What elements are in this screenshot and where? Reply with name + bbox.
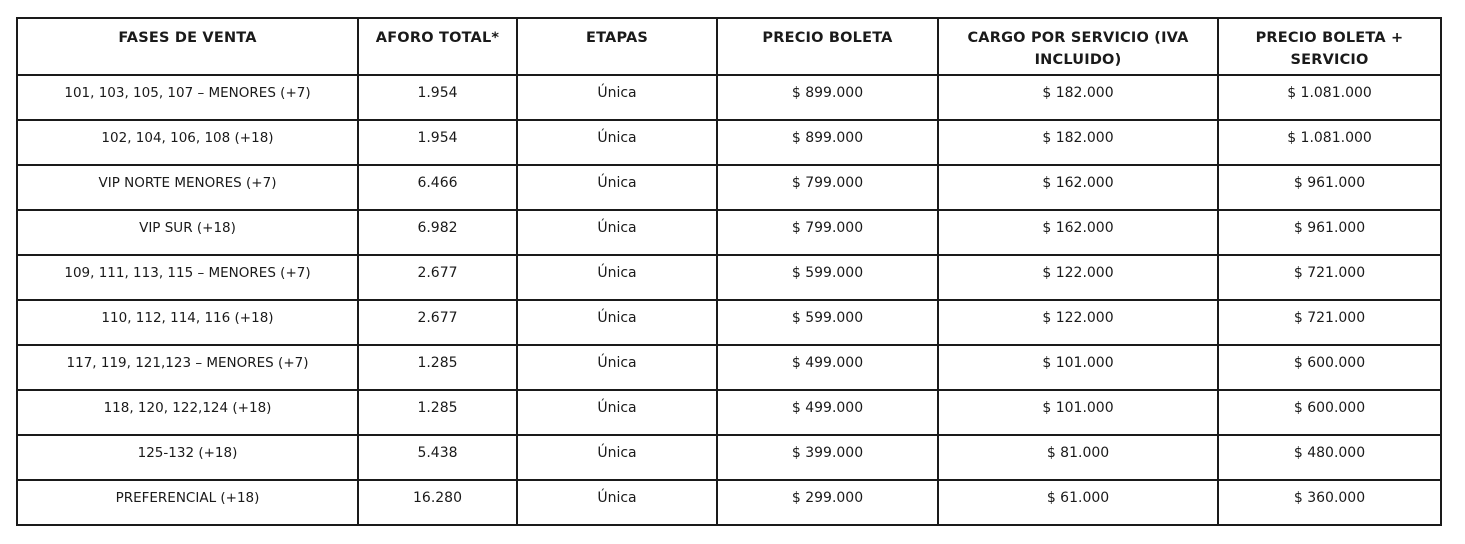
ticket-price-cell: $ 899.000 [717, 75, 938, 120]
capacity-cell: 6.982 [358, 210, 517, 255]
ticket-price-cell: $ 899.000 [717, 120, 938, 165]
ticket-price-cell: $ 599.000 [717, 300, 938, 345]
ticket-price-cell: $ 299.000 [717, 480, 938, 525]
stage-cell: Única [517, 165, 717, 210]
table-row [17, 390, 1441, 435]
table-row [17, 210, 1441, 255]
total-price-cell: $ 360.000 [1218, 480, 1441, 525]
service-charge-cell: $ 101.000 [938, 345, 1218, 390]
sales-phase-cell: PREFERENCIAL (+18) [17, 480, 358, 525]
header-ticket-price: PRECIO BOLETA [717, 18, 938, 75]
stage-cell: Única [517, 435, 717, 480]
total-price-cell: $ 600.000 [1218, 390, 1441, 435]
stage-cell: Única [517, 390, 717, 435]
service-charge-cell: $ 101.000 [938, 390, 1218, 435]
ticket-price-cell: $ 599.000 [717, 255, 938, 300]
capacity-cell: 1.954 [358, 120, 517, 165]
total-price-cell: $ 721.000 [1218, 255, 1441, 300]
total-price-cell: $ 1.081.000 [1218, 120, 1441, 165]
stage-cell: Única [517, 120, 717, 165]
sales-phase-cell: 125-132 (+18) [17, 435, 358, 480]
sales-phase-cell: VIP SUR (+18) [17, 210, 358, 255]
capacity-cell: 1.285 [358, 345, 517, 390]
capacity-cell: 16.280 [358, 480, 517, 525]
sales-phase-cell: 102, 104, 106, 108 (+18) [17, 120, 358, 165]
sales-phase-cell: 117, 119, 121,123 – MENORES (+7) [17, 345, 358, 390]
header-service-charge: CARGO POR SERVICIO (IVA INCLUIDO) [938, 18, 1218, 75]
sales-phase-cell: 109, 111, 113, 115 – MENORES (+7) [17, 255, 358, 300]
table-row [17, 255, 1441, 300]
capacity-cell: 1.285 [358, 390, 517, 435]
service-charge-cell: $ 81.000 [938, 435, 1218, 480]
ticket-price-table [16, 17, 1442, 526]
service-charge-cell: $ 162.000 [938, 165, 1218, 210]
sales-phase-cell: 110, 112, 114, 116 (+18) [17, 300, 358, 345]
capacity-cell: 6.466 [358, 165, 517, 210]
ticket-price-cell: $ 799.000 [717, 165, 938, 210]
sales-phase-cell: 118, 120, 122,124 (+18) [17, 390, 358, 435]
header-total-capacity: AFORO TOTAL* [358, 18, 517, 75]
service-charge-cell: $ 122.000 [938, 255, 1218, 300]
service-charge-cell: $ 182.000 [938, 75, 1218, 120]
service-charge-cell: $ 122.000 [938, 300, 1218, 345]
stage-cell: Única [517, 345, 717, 390]
stage-cell: Única [517, 480, 717, 525]
table-header-row [17, 18, 1441, 75]
capacity-cell: 5.438 [358, 435, 517, 480]
table-row [17, 165, 1441, 210]
sales-phase-cell: VIP NORTE MENORES (+7) [17, 165, 358, 210]
total-price-cell: $ 1.081.000 [1218, 75, 1441, 120]
stage-cell: Única [517, 255, 717, 300]
table-row [17, 75, 1441, 120]
stage-cell: Única [517, 300, 717, 345]
stage-cell: Única [517, 75, 717, 120]
table-row [17, 435, 1441, 480]
stage-cell: Única [517, 210, 717, 255]
table-row [17, 120, 1441, 165]
total-price-cell: $ 961.000 [1218, 210, 1441, 255]
header-total-price: PRECIO BOLETA + SERVICIO [1218, 18, 1441, 75]
total-price-cell: $ 961.000 [1218, 165, 1441, 210]
sales-phase-cell: 101, 103, 105, 107 – MENORES (+7) [17, 75, 358, 120]
capacity-cell: 2.677 [358, 255, 517, 300]
header-sales-phase: FASES DE VENTA [17, 18, 358, 75]
total-price-cell: $ 600.000 [1218, 345, 1441, 390]
capacity-cell: 2.677 [358, 300, 517, 345]
service-charge-cell: $ 61.000 [938, 480, 1218, 525]
capacity-cell: 1.954 [358, 75, 517, 120]
total-price-cell: $ 721.000 [1218, 300, 1441, 345]
total-price-cell: $ 480.000 [1218, 435, 1441, 480]
ticket-price-cell: $ 499.000 [717, 390, 938, 435]
header-stages: ETAPAS [517, 18, 717, 75]
table-row [17, 345, 1441, 390]
table-row [17, 300, 1441, 345]
ticket-price-cell: $ 499.000 [717, 345, 938, 390]
ticket-price-cell: $ 799.000 [717, 210, 938, 255]
service-charge-cell: $ 182.000 [938, 120, 1218, 165]
ticket-price-cell: $ 399.000 [717, 435, 938, 480]
service-charge-cell: $ 162.000 [938, 210, 1218, 255]
table-row [17, 480, 1441, 525]
